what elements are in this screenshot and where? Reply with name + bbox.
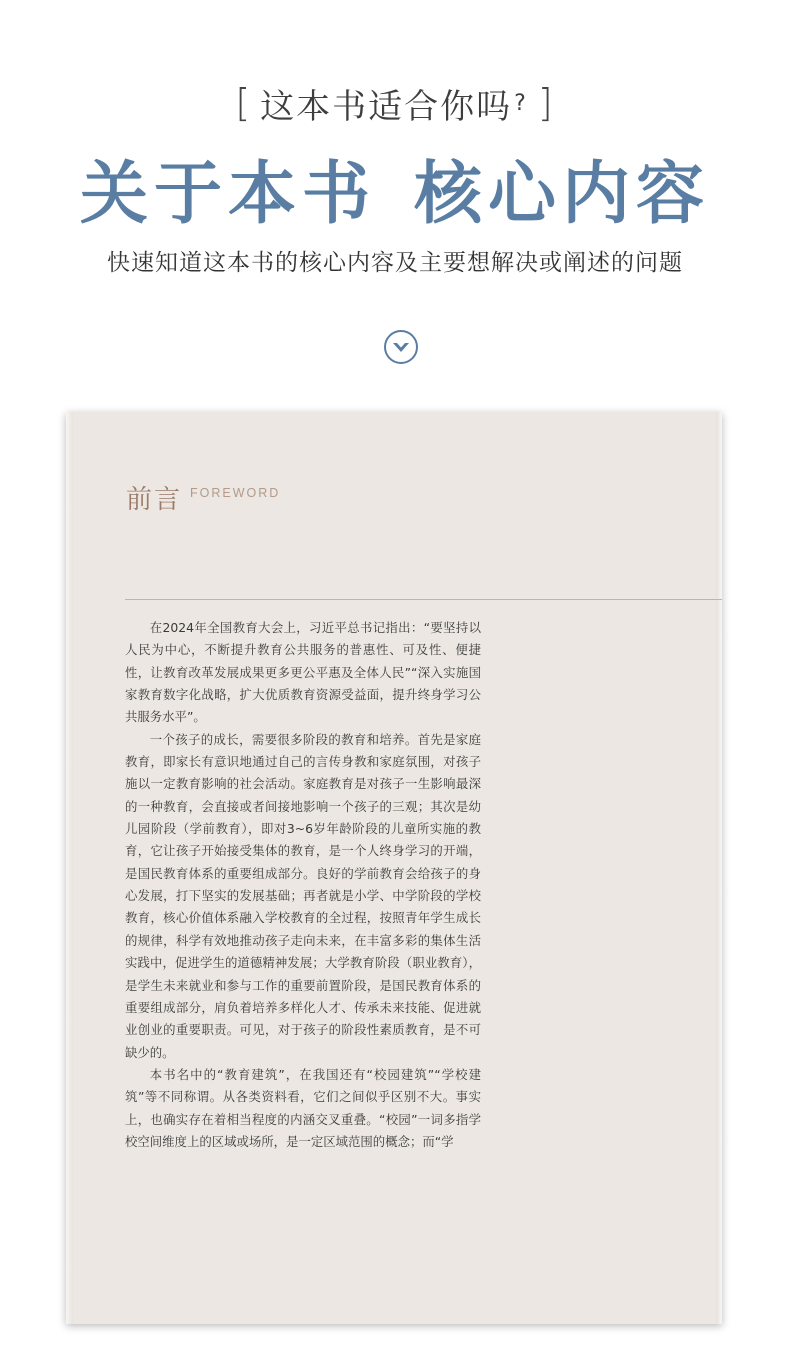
page-spine	[66, 412, 73, 1324]
page-title	[0, 140, 790, 236]
book-page-preview	[66, 412, 722, 1324]
paragraph: 一个孩子的成长，需要很多阶段的教育和培养。首先是家庭教育，即家长有意识地通过自己的言传身教和家庭氛围，对孩子施以一定教育影响的社会活动。家庭教育是对孩子一生影响最深的一种教育，会直接或者间接地影响一个孩子的三观；其次是幼儿园阶段（学前教育），即对3~6岁年龄阶段的儿童所实施的教育，它让孩子开始接受集体的教育，是一个人终身学习的开端，是国民教育体系的重要组成部分。良好的学前教育会给孩子的身心发展，打下坚实的发展基础；再者就是小学、中学阶段的学校教育，核心价值体系融入学校教育的全过程，按照青年学生成长的规律，科学有效地推动孩子走向未来，在丰富多彩的集体生活实践中，促进学生的道德精神发展；大学教育阶段（职业教育），是学生未来就业和参与工作的重要前置阶段，是国民教育体系的重要组成部分，肩负着培养多样化人才、传承未来技能、促进就业创业的重要职责。可见，对于孩子的阶段性素质教育，是不可缺少的。	[125, 731, 481, 1060]
page-subtitle: 快速知道这本书的核心内容及主要想解决或阐述的问题	[107, 250, 683, 276]
heading-divider	[125, 599, 722, 600]
kicker-bracket-close: ]	[537, 81, 555, 125]
paragraph: 本书名中的“教育建筑”，在我国还有“校园建筑”“学校建筑”等不同称谓。从各类资料看，它们之间似乎区别不大。事实上，也确实存在着相当程度的内涵交叉重叠。“校园”一词多指学校空间维度上的区域或场所，是一定区域范围的概念；而“学	[125, 1066, 481, 1149]
kicker-text: 这本书适合你吗	[260, 86, 513, 127]
foreword-heading-en: FOREWORD	[190, 486, 281, 500]
foreword-heading-cn: 前言	[126, 485, 183, 515]
title-core-content: 核心内容	[414, 153, 711, 234]
section-kicker	[0, 78, 790, 128]
kicker-bracket-open: [	[235, 81, 253, 125]
foreword-heading	[126, 482, 280, 518]
title-about-book: 关于本书	[79, 153, 376, 234]
kicker-question-mark: ?	[514, 90, 528, 116]
foreword-body	[125, 617, 481, 1153]
paragraph: 在2024年全国教育大会上，习近平总书记指出：“要坚持以人民为中心，不断提升教育公共服务的普惠性、可及性、便捷性，让教育改革发展成果更多更公平惠及全体人民”“深入实施国家教育数字化战略，扩大优质教育资源受益面，提升终身学习公共服务水平”。	[125, 620, 481, 725]
page-edge	[716, 412, 722, 1324]
chevron-down-icon[interactable]	[384, 330, 418, 364]
